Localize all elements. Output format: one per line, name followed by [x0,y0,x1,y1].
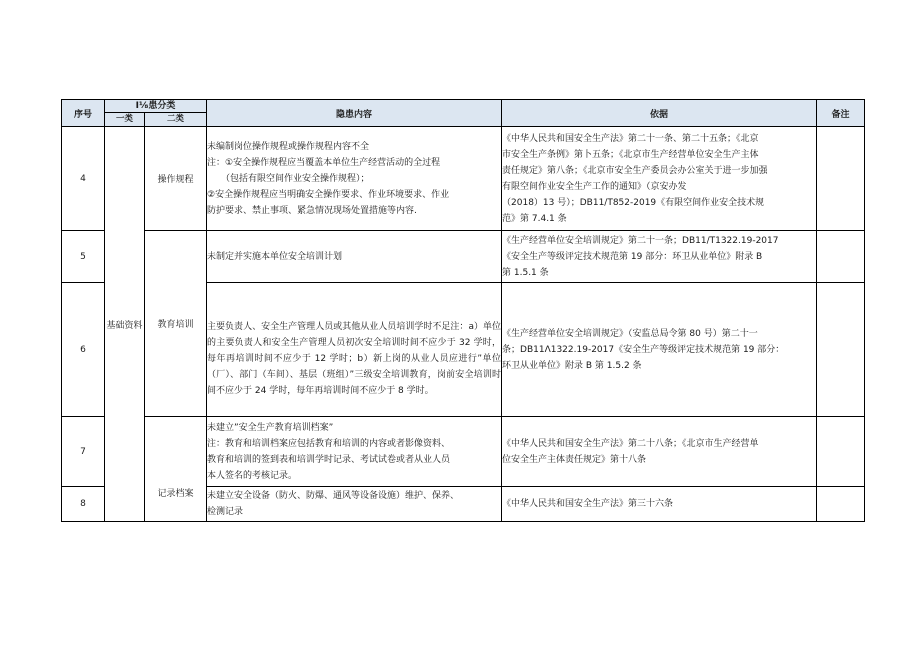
row-cat1: 基础资料 [105,127,145,522]
row-remark [817,283,865,417]
basis-line: 《中华人民共和国安全生产法》第三十六条 [502,499,674,509]
content-line: 防护要求、禁止事项、紧急情况现场处置措施等内容. [207,205,417,216]
table-row [62,231,865,283]
row-seq: 4 [62,127,105,231]
row-basis [502,417,817,487]
header-category-label: I⅛患分类 [105,100,206,113]
basis-line: 市安全生产条例》第卜五条；《北京市生产经营单位安全生产主体 [502,149,759,160]
basis-line: 《生产经营单位安全培训规定》（安监总局令第 80 号）第二十一 [502,328,758,339]
row-seq: 6 [62,283,105,417]
content-line: （包括有限空间作业安全操作规程）； [221,173,370,184]
basis-line: 有限空间作业安全生产工作的通知》（京安办发 [502,181,687,192]
table-header-row [62,100,865,127]
content-line: 未制定并实施本单位安全培训计划 [207,251,343,262]
header-basis: 依据 [502,100,817,127]
header-cat1: 一类 [105,113,145,126]
content-line: ②安全操作规程应当明确安全操作要求、作业环境要求、作业 [207,189,450,200]
basis-line: 《中华人民共和国安全生产法》第二十一条、第二十五条；《北京 [502,133,759,144]
header-cat2: 二类 [167,114,185,124]
header-category [105,100,207,127]
row-seq: 5 [62,231,105,283]
header-content: 隐患内容 [207,100,502,127]
header-category-sub [105,113,206,126]
content-line: 教育和培训的签到表和培训学时记录、考试试卷或者从业人员 [207,454,451,465]
table-row [62,127,865,231]
table-row [62,417,865,487]
content-line: 本人签名的考核记录。 [207,470,298,481]
row-remark [817,417,865,487]
basis-line: 第 1.5.1 条 [502,267,549,278]
basis-line: 责任规定》第八条；《北京市安全生产委员会办公室关于进一步加强 [502,165,768,176]
header-remark: 备注 [817,100,865,127]
row-remark [817,231,865,283]
header-seq: 序号 [62,100,105,127]
row-content: 主要负责人、安全生产管理人员或其他从业人员培训学时不足注：a）单位的主要负责人和安全生产管理人员初次安全培训时间不应少于 32 学时，每年再培训时间不应少于 12 学时；b）新上岗的从业人员应进行”单位（厂）、部门（车间）、基层（班组）”三级安全培训教育，岗前安全培训时间不应少于 24 学时，每年再培训时间不应少于 8 学时。 [207,283,502,417]
basis-line: （2018）13 号）；DB11/T852-2019《有限空间作业安全技术规 [502,197,765,208]
row-content [207,487,502,522]
row-basis [502,127,817,231]
row-basis [502,231,817,283]
content-line: 注：教育和培训档案应包括教育和培训的内容或者影像资料、 [207,438,451,449]
content-line: 未建立”安全生产教育培训档案” [207,422,334,433]
row-seq: 8 [62,487,105,522]
content-line: 注：①安全操作规程应当覆盖本单位生产经营活动的全过程 [207,157,441,168]
row-seq: 7 [62,417,105,487]
content-line: 未建立安全设备（防火、防爆、通风等设备设施）维护、保养、 [207,491,460,501]
basis-line: 范》第 7.4.1 条 [502,213,567,224]
hazard-table [61,99,865,522]
basis-line: 《安全生产等级评定技术规范第 19 部分：环卫从业单位》附录 B [502,251,763,262]
row-cat2: 记录档案 [145,417,207,522]
row-remark [817,487,865,522]
basis-line: 环卫从业单位》附录 B 第 1.5.2 条 [502,360,642,371]
row-content [207,127,502,231]
basis-line: 位安全生产主体责任规定》第十八条 [502,454,647,465]
basis-line: 条；DB11Λ1322.19-2017《安全生产等级评定技术规范第 19 部分： [502,344,785,355]
content-line: 检测记录 [207,507,244,517]
row-cat2: 操作规程 [145,127,207,231]
row-cat2: 教育培训 [145,231,207,417]
row-basis [502,283,817,417]
row-content [207,417,502,487]
basis-line: 《生产经营单位安全培训规定》第二十一条；DB11/T1322.19-2017 [502,235,779,246]
row-basis [502,487,817,522]
basis-line: 《中华人民共和国安全生产法》第二十八条；《北京市生产经营单 [502,438,759,449]
row-remark [817,127,865,231]
content-line: 未编制岗位操作规程或操作规程内容不全 [207,141,370,152]
row-content [207,231,502,283]
